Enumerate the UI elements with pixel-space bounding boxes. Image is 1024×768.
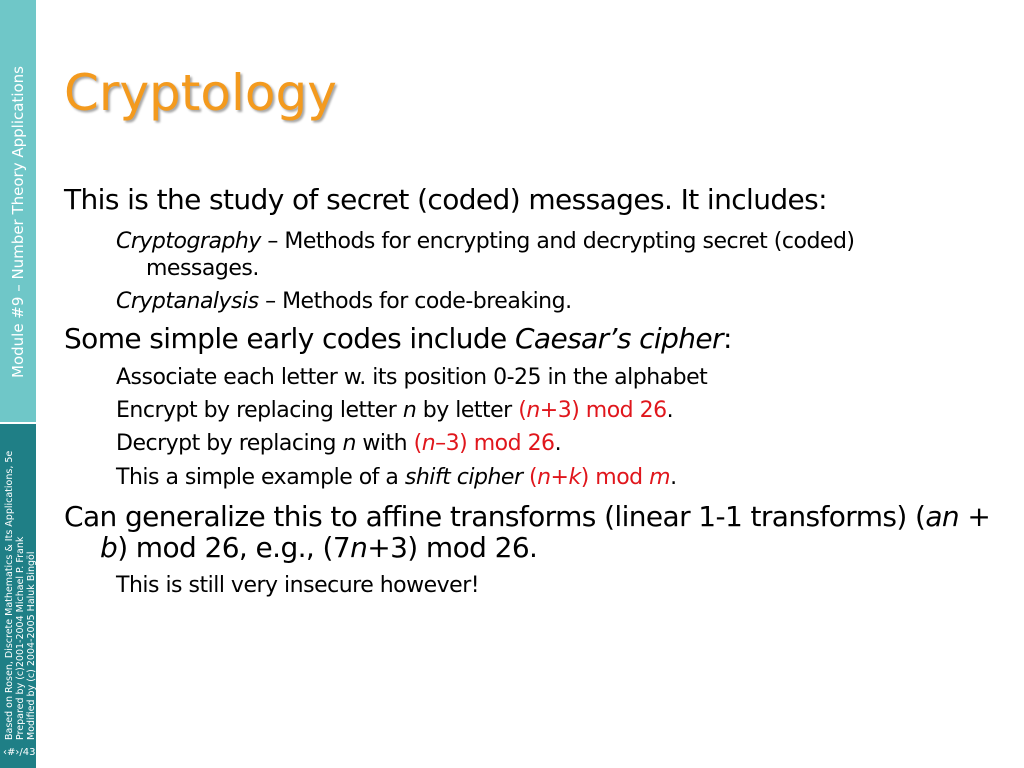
decrypt-formula-open: (	[413, 431, 422, 456]
encrypt-var-n: n	[402, 398, 417, 423]
decrypt-text: Decrypt by replacing	[116, 431, 343, 456]
encrypt-formula-n: n	[526, 398, 540, 423]
decrypt-formula-rest: –3) mod 26	[435, 431, 555, 456]
early-codes-text: Some simple early codes include	[64, 322, 515, 355]
encrypt-text-mid: by letter	[416, 398, 519, 423]
affine-var-an: an	[925, 500, 960, 533]
bullet-intro: This is the study of secret (coded) messages. It includes:	[64, 183, 827, 216]
slide-title: Cryptology	[64, 64, 337, 122]
encrypt-formula-open: (	[518, 398, 527, 423]
term-shift-cipher: shift cipher	[404, 465, 523, 490]
module-label: Module #9 – Number Theory Applications	[9, 66, 27, 378]
affine-text-mid: ) mod 26, e.g., (7	[117, 531, 351, 564]
credit-line-3: Modified by (c) 2004-2005 Haluk Bingöl	[26, 551, 37, 740]
bullet-shift-cipher	[116, 464, 966, 491]
shift-formula-nk: n+k	[537, 465, 581, 490]
credit-line-2: Prepared by (c)2001-2004 Michael P. Frank	[15, 536, 26, 740]
bullet-cryptanalysis	[116, 288, 966, 315]
shift-formula-m: m	[649, 465, 671, 490]
bullet-encrypt	[116, 397, 966, 424]
bullet-associate: Associate each letter w. its position 0-25 in the alphabet	[116, 365, 708, 390]
page-number: ‹#›/43	[3, 747, 36, 758]
bullet-affine	[64, 501, 1000, 563]
bullet-early-codes	[64, 323, 1000, 354]
decrypt-text-mid: with	[355, 431, 414, 456]
cryptography-definition: – Methods for encrypting and decrypting secret (coded) messages.	[146, 229, 855, 281]
decrypt-var-n: n	[342, 431, 356, 456]
encrypt-text: Encrypt by replacing letter	[116, 398, 403, 423]
affine-plus: +	[959, 500, 991, 533]
term-cryptanalysis: Cryptanalysis	[116, 289, 259, 314]
affine-text: Can generalize this to affine transforms (linear 1-1 transforms) (	[64, 500, 926, 533]
bullet-decrypt	[116, 430, 966, 457]
affine-var-n: n	[350, 531, 368, 564]
term-cryptography: Cryptography	[116, 229, 261, 254]
credit-line-1: Based on Rosen, Discrete Mathematics & Its Applications, 5e	[4, 450, 15, 740]
term-caesar-cipher: Caesar’s cipher	[514, 322, 723, 355]
early-codes-colon: :	[722, 322, 732, 355]
decrypt-period: .	[554, 431, 562, 456]
bullet-insecure: This is still very insecure however!	[116, 573, 480, 598]
decrypt-formula-n: n	[421, 431, 436, 456]
affine-var-b: b	[100, 531, 118, 564]
shift-formula	[529, 465, 670, 490]
encrypt-formula-rest: +3) mod 26	[539, 398, 667, 423]
encrypt-formula	[518, 398, 666, 423]
decrypt-formula	[414, 431, 555, 456]
cryptanalysis-definition: – Methods for code-breaking.	[258, 289, 572, 314]
affine-text-end: +3) mod 26.	[367, 531, 538, 564]
encrypt-period: .	[666, 398, 674, 423]
shift-period: .	[670, 465, 677, 490]
shift-formula-open: (	[528, 465, 538, 490]
shift-text: This a simple example of a	[116, 465, 405, 490]
shift-formula-mod: ) mod	[580, 465, 650, 490]
bullet-cryptography	[116, 228, 966, 282]
